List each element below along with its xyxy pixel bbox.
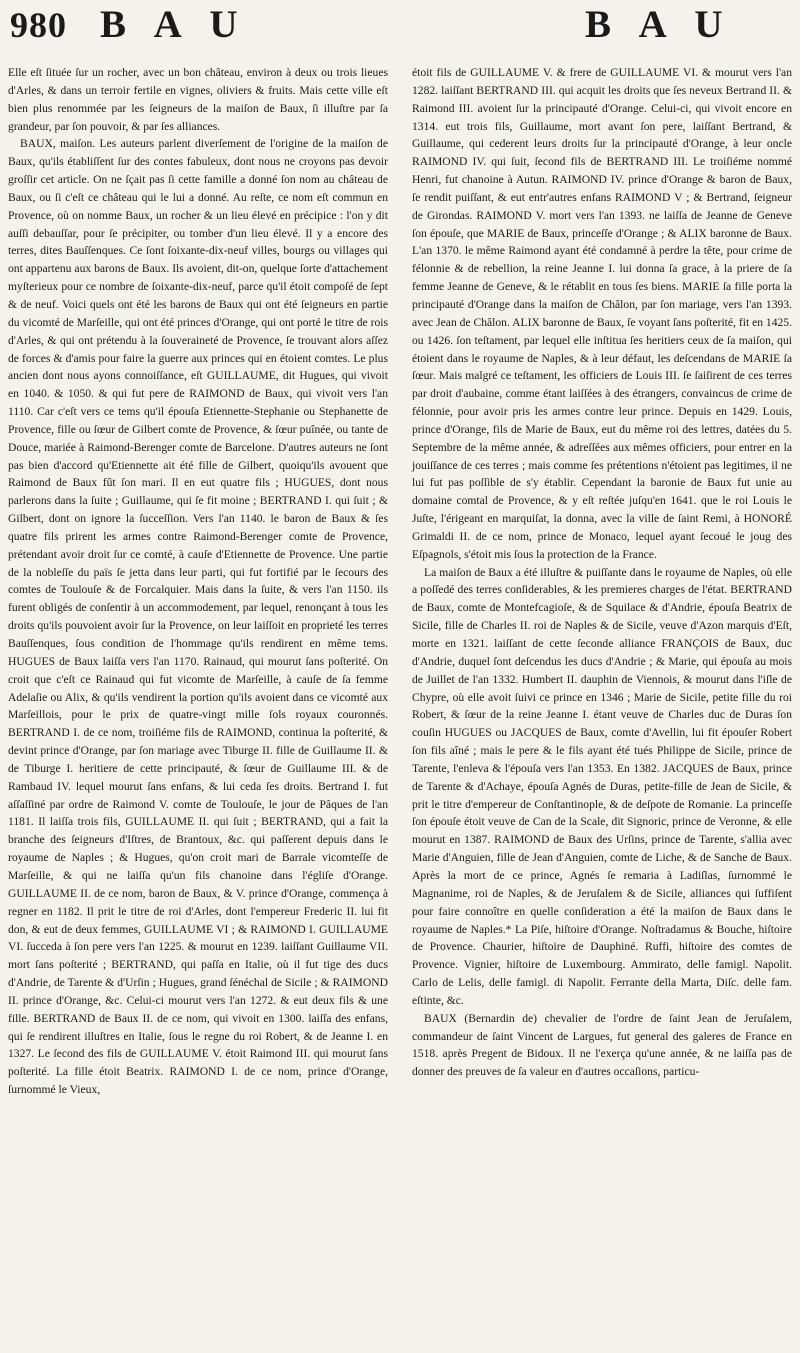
paragraph: étoit fils de GUILLAUME V. & frere de GUILLAUME VI. & mourut vers l'an 1282. laiſſant BERTRAND III. qui acquit les droits que ſes neveux Bertrand II. & Raimond III. avoient ſur la principauté d'Orange. Celui-ci, qui vivoit encore en 1314. eut trois fils, Guillaume, mort avant ſon pere, laiſſant Bertrand, & Guillaume, qui cederent leurs droits ſur la principauté d'Orange, à leur oncle RAIMOND IV. qui ſuit, ſecond fils de BERTRAND III. Le troiſiéme nommé Henri, fut chanoine à Autun. RAIMOND IV. prince d'Orange & baron de Baux, ſe rendit puiſſant, & eut entr'autres enfans RAIMOND V ; & Bertrand, ſeigneur de Girondas. RAIMOND V. mort vers l'an 1393. ne laiſſa de Jeanne de Geneve ſon épouſe, que MARIE de Baux, princeſſe d'Orange ; & ALIX baronne de Baux. L'an 1370. le même Raimond ayant été condamné à perdre la tête, pour crime de félonnie & de rebellion, la reine Jeanne I. lui donna ſa grace, à la priere de ſa femme Jeanne de Geneve, & le rétablit en tous ſes biens. MARIE ſa fille porta la principauté d'Orange dans la maiſon de Châlon, par ſon mariage, vers l'an 1393. avec Jean de Châlon. ALIX baronne de Baux, ſe voyant ſans poſterité, fit en 1425. ou 1426. ſon teſtament, par lequel elle inſtitua ſes heritiers ceux de ſa maiſon, qui étoient dans le royaume de Naples, & à leur défaut, les deſcendans de MARIE ſa ſœur. Mais malgré ce teſtament, les officiers de Louis III. ſe ſaiſirent de ces terres par droit d'aubaine, comme étant laiſſées à des étrangers, convaincus de crime de félonnie, pour avoir pris les armes contre leur prince. Depuis en 1429. Louis, prince d'Orange, fils de Marie de Baux, eut du même roi des lettres, datées du 5. Septembre de la même année, & adreſſées aux mêmes officiers, pour entrer en la jouiſſance de ces terres ; mais comme ſes prétentions n'étoient pas legitimes, il ne lui fut pas poſſible de s'y établir. Cependant la baronie de Baux fut unie au domaine comtal de Provence, & y eſt reſtée juſqu'en 1641. que le roi Louis le Juſte, l'érigeant en marquiſat, la donna, avec la ville de ſaint Remi, à HONORÉ Grimaldi II. de ce nom, prince de Monaco, lequel ayant ſecoué le joug des Eſpagnols, s'étoit mis ſous la protection de la France. (412, 66, 792, 561)
paragraph: BAUX, maiſon. Les auteurs parlent diverſement de l'origine de la maiſon de Baux, qu'ils établiſſent ſur des contes fabuleux, dont nous ne croyons pas devoir groſſir cet article. On ne ſçait pas ſi cette famille a donné ſon nom au château de Baux, ou ſi c'eſt ce château qui le lui a donné. Au reſte, ce nom eſt commun en Provence, où on nomme Baux, un rocher & un lieu élevé en précipice : l'on y dit auſſi debauſſar, pour ſe précipiter, ou tomber d'un lieu élevé. Il y a encore des terres, dites Bauſſenques. Ce ſont ſoixante-dix-neuf villes, bourgs ou villages qui ont appartenu aux barons de Baux. Ils avoient, dit-on, quelque ſorte d'attachement myſterieux pour ce nombre de ſoixante-dix-neuf, parce qu'il étoit compoſé de ſept & de neuf. Voici quels ont été les barons de Baux qui ont été ſeigneurs en partie du vicomté de Marſeille, qui ont été princes d'Orange, qui ont porté le titre de rois d'Arles, & qui ont prétendu à la ſouveraineté de Provence, ſe trouvant alors aſſez de forces & d'amis pour faire la guerre aux princes qui en étoient comtes. Le plus ancien dont nous ayons connoiſſance, eſt GUILLAUME, dit Hugues, qui vivoit en 1040. & 1050. & qui fut pere de RAIMOND de Baux, qui vivoit vers l'an 1110. Car c'eſt vers ce tems qu'il épouſa Etiennette-Stephanie ou Stephanette de Provence, fille ou ſœur de Gilbert comte de Provence, & ſœur puînée, ou tante de Douce, mariée à Raimond-Berenger comte de Barcelone. D'autres auteurs ne ſont pas bien d'accord qu'Etiennette ait été fille de Gilbert, quoiqu'ils avouent que Raimond de Baux fût ſon mari. Il en eut quatre fils ; HUGUES, dont nous parlerons dans la ſuite ; Guillaume, qui ſe fit moine ; BERTRAND I. qui ſuit ; & Gilbert, dont on ignore la ſucceſſion. Vers l'an 1140. le baron de Baux & ſes quatre fils prirent les armes contre Raimond-Berenger comte de Provence, prétendant avoir droit ſur ce comté, à cauſe d'Etiennette de Provence. Une partie de la nobleſſe du païs ſe jetta dans leur parti, qui fut fortifié par le ſecours des comtes de Toulouſe & de Forcalquier. Mais dans la ſuite, & vers l'an 1150. ils furent obligés de conſentir à un accommodement, par lequel, renonçant à tous les droits qu'ils pouvoient avoir ſur la Provence, on leur laiſſoit en proprieté les terres Bauſſenques, ſous condition de l'hommage qu'ils rendirent en même tems. HUGUES de Baux laiſſa vers l'an 1170. Rainaud, qui mourut ſans poſterité. On croit que c'eſt ce Rainaud qui fut vicomte de Marſeille, à cauſe de ſa femme Adelaſie ou Alix, & qu'ils vendirent la portion qu'ils avoient dans ce vicomté aux Marſeillois, pour le prix de quatre-vingt mille ſols royaux couronnés. BERTRAND I. de ce nom, troiſiéme fils de RAIMOND, continua la poſterité, & devint prince d'Orange, par ſon mariage avec Tiburge II. fille de Guillaume II. & de Tiburge I. heritiere de cette principauté, & ſœur de Guillaume III. & de Rambaud IV. lequel mourut ſans enfans, & lui ceda ſes droits. Bertrand I. fut aſſaſſiné par ordre de Raimond V. comte de Toulouſe, le jour de Pâques de l'an 1181. Il laiſſa trois fils, GUILLAUME II. qui ſuit ; BERTRAND, qui a fait la branche des ſeigneurs d'Iſtres, de Brantoux, &c. qui paſſerent depuis dans le royaume de Naples ; & Hugues, qu'on croit mari de Barrale vicomteſſe de Marſeille, & qui ne laiſſa qu'un fils chanoine dans l'égliſe d'Orange. GUILLAUME II. de ce nom, baron de Baux, & V. prince d'Orange, commença à regner en 1182. Il prit le titre de roi d'Arles, dont l'empereur Frederic II. lui fit don, & eut de deux femmes, GUILLAUME VI ; & RAIMOND I. GUILLAUME VI. ſucceda à ſon pere vers l'an 1225. & mourut en 1239. laiſſant Guillaume VII. mort ſans poſterité ; BERTRAND, qui paſſa en Italie, où il fut tige des ducs d'Andrie, de Tarente & d'Urſin ; Hugues, grand ſénéchal de Sicile ; & RAIMOND II. prince d'Orange, &c. Celui-ci mourut vers l'an 1272. & eut deux fils & une fille. BERTRAND de Baux II. de ce nom, qui vivoit en 1300. laiſſa des enfans, qui ſe rendirent illuſtres en Italie, ſous le regne du roi Robert, & de Jeanne I. en 1327. Le ſecond des fils de GUILLAUME V. étoit Raimond III. qui mourut ſans poſterité. La fille étoit Beatrix. RAIMOND I. de ce nom, prince d'Orange, ſurnommé le Vieux, (8, 137, 388, 1097)
running-head-left: B A U (100, 3, 248, 46)
page-number: 980 (10, 5, 67, 45)
right-column (412, 64, 792, 1081)
left-column (8, 64, 388, 1099)
paragraph: Elle eſt ſituée ſur un rocher, avec un bon château, environ à deux ou trois lieues d'Arles, & dans un terroir fertile en vignes, oliviers & fruits. Mais cette ville eſt bien plus renommée par les ſeigneurs de la maiſon de Baux, ſi illuſtre par ſa grandeur, par ſon pouvoir, & par ſes alliances. (8, 66, 388, 133)
paragraph: BAUX (Bernardin de) chevalier de l'ordre de ſaint Jean de Jeruſalem, commandeur de ſaint Vincent de Largues, fut general des galeres de France en 1518. après Pregent de Bidoux. Il ne l'exerça qu'une année, & ne laiſſa pas de donner des preuves de ſa valeur en d'autres occaſions, particu- (412, 1011, 792, 1079)
running-head-right: B A U (585, 3, 733, 46)
paragraph: La maiſon de Baux a été illuſtre & puiſſante dans le royaume de Naples, où elle a poſſedé des terres conſiderables, & les premieres charges de l'état. BERTRAND de Baux, comte de Montefcagioſe, & de Squilace & d'Andrie, épouſa Beatrix de Sicile, fille de Charles II. roi de Naples & de Sicile, veuve d'Azon marquis d'Eſt, morte en 1321. laiſſant de cette ſeconde alliance FRANÇOIS de Baux, duc d'Andrie, duquel ſont deſcendus les ducs d'Andrie ; & Marie, qui épouſa au mois de Juillet de l'an 1332. Humbert II. dauphin de Viennois, & mourut dans l'iſle de Chypre, où elle avoit ſuivi ce prince en 1346 ; Marie de Sicile, petite fille du roi Robert, & ſœur de la reine Jeanne I. étant veuve de Charles duc de Duras ſon couſin HUGUES ou JACQUES de Baux, comte d'Avellin, lui fit épouſer Robert ſon fils aîné ; mais le pere & le fils ayant été tués Philippe de Sicile, prince de Tarente, l'enleva & l'épouſa vers l'an 1353. En 1382. JACQUES de Baux, prince de Tarente & d'Achaye, épouſa Agnés de Duras, petite-fille de Jean de Sicile, & prit le titre d'empereur de Conſtantinople, & de deſpote de Romanie. La princeſſe ſon épouſe étoit veuve de Can de la Scale, dit Signoric, prince de Veronne, & elle mourut en 1387. RAIMOND de Baux des Urſins, prince de Tarente, s'allia avec Marie d'Anguien, fille de Jean d'Anguien, comte de Liche, & de Sanche de Baux. Après la mort de ce prince, Agnés ſe remaria à Ladiſlas, ſurnommé le Magnanime, roi de Naples, & de Jeruſalem & de Sicile, alliances qui ſuffiſent pour faire connoître en quelle conſideration a été la maiſon de Baux dans le royaume de Naples.* La Piſe, hiſtoire d'Orange. Noſtradamus & Bouche, hiſtoire de Provence. Chaurier, hiſtoire de Dauphiné. Ruffi, hiſtoire des comtes de Provence. Vignier, hiſtoire de Luxembourg. Ammirato, delle famigl. Napolit. Carlo de Lelis, delle famigl. di Napolit. Ferrante della Marta, Diſc. delle fam. eſtinte, &c. (412, 565, 792, 1007)
